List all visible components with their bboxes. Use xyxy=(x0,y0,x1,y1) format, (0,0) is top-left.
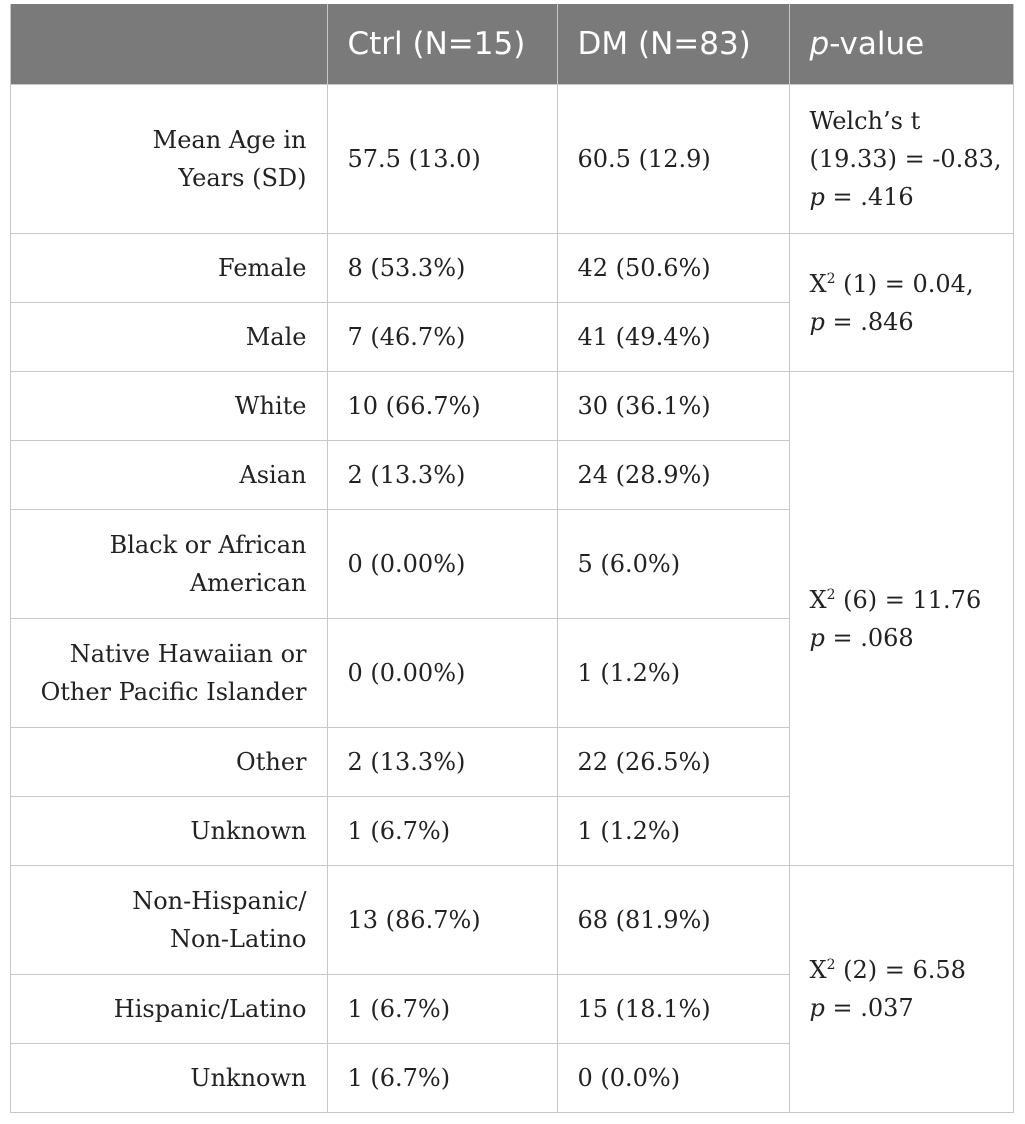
p-age-line1: Welch’s t xyxy=(809,107,921,135)
header-dm: DM (N=83) xyxy=(557,4,789,85)
row-label: Asian xyxy=(10,441,327,510)
header-p-value xyxy=(789,4,1014,85)
dm-cell: 1 (1.2%) xyxy=(557,619,789,728)
row-label xyxy=(10,85,327,234)
table-row xyxy=(10,372,1014,441)
row-label: White xyxy=(10,372,327,441)
p-age-line2: (19.33) = -0.83, xyxy=(809,145,1002,173)
row-label: Other xyxy=(10,728,327,797)
p-eth-stat: X xyxy=(809,956,827,984)
dm-cell: 1 (1.2%) xyxy=(557,797,789,866)
p-race-rest: = .068 xyxy=(824,623,914,652)
dm-cell: 0 (0.0%) xyxy=(557,1044,789,1113)
ctrl-cell: 8 (53.3%) xyxy=(327,234,557,303)
dm-cell: 68 (81.9%) xyxy=(557,866,789,975)
ctrl-cell: 7 (46.7%) xyxy=(327,303,557,372)
row-label: Male xyxy=(10,303,327,372)
row-label-text: Non-Hispanic/ Non-Latino xyxy=(132,887,307,953)
dm-cell: 42 (50.6%) xyxy=(557,234,789,303)
p-sex-after: (1) = 0.04, xyxy=(835,269,974,298)
table-row xyxy=(10,85,1014,234)
p-value-age xyxy=(789,85,1014,234)
ctrl-cell: 0 (0.00%) xyxy=(327,619,557,728)
ctrl-cell: 2 (13.3%) xyxy=(327,728,557,797)
p-race-sup: 2 xyxy=(826,586,836,603)
table-row xyxy=(10,234,1014,303)
row-label xyxy=(10,510,327,619)
row-label: Female xyxy=(10,234,327,303)
dm-cell: 60.5 (12.9) xyxy=(557,85,789,234)
ctrl-cell: 1 (6.7%) xyxy=(327,975,557,1044)
dm-cell: 5 (6.0%) xyxy=(557,510,789,619)
p-race-p: p xyxy=(809,623,825,652)
header-row xyxy=(10,4,1014,85)
table-row xyxy=(10,866,1014,975)
p-value-ethnicity xyxy=(789,866,1014,1113)
header-blank-cell xyxy=(10,4,327,85)
p-eth-p: p xyxy=(809,994,825,1022)
ctrl-cell: 10 (66.7%) xyxy=(327,372,557,441)
p-value-sex xyxy=(789,234,1014,372)
p-eth-rest: = .037 xyxy=(824,994,914,1022)
p-sex-rest: = .846 xyxy=(824,307,914,336)
dm-cell: 41 (49.4%) xyxy=(557,303,789,372)
ctrl-cell: 57.5 (13.0) xyxy=(327,85,557,234)
p-value-race xyxy=(789,372,1014,866)
dm-cell: 15 (18.1%) xyxy=(557,975,789,1044)
p-race-stat: X xyxy=(809,585,827,614)
p-eth-after: (2) = 6.58 xyxy=(835,956,966,984)
row-label: Unknown xyxy=(10,1044,327,1113)
p-age-p: p xyxy=(809,183,825,211)
row-label: Unknown xyxy=(10,797,327,866)
dm-cell: 24 (28.9%) xyxy=(557,441,789,510)
row-label-text: Black or African American xyxy=(109,531,307,597)
p-sex-sup: 2 xyxy=(826,270,836,287)
ctrl-cell: 2 (13.3%) xyxy=(327,441,557,510)
row-label-text: Mean Age in Years (SD) xyxy=(152,126,307,192)
p-age-rest: = .416 xyxy=(824,183,914,211)
ctrl-cell: 1 (6.7%) xyxy=(327,1044,557,1113)
ctrl-cell: 0 (0.00%) xyxy=(327,510,557,619)
demographics-table xyxy=(10,4,1014,1113)
row-label xyxy=(10,866,327,975)
p-sex-p: p xyxy=(809,307,825,336)
dm-cell: 30 (36.1%) xyxy=(557,372,789,441)
row-label xyxy=(10,619,327,728)
ctrl-cell: 1 (6.7%) xyxy=(327,797,557,866)
header-p-italic: p xyxy=(809,26,830,62)
header-p-rest: -value xyxy=(829,26,925,62)
row-label: Hispanic/Latino xyxy=(10,975,327,1044)
p-sex-stat: X xyxy=(809,269,827,298)
p-eth-sup: 2 xyxy=(826,957,836,973)
row-label-text: Native Hawaiian or Other Pacific Islander xyxy=(40,640,307,706)
dm-cell: 22 (26.5%) xyxy=(557,728,789,797)
p-race-after: (6) = 11.76 xyxy=(835,585,982,614)
header-ctrl: Ctrl (N=15) xyxy=(327,4,557,85)
ctrl-cell: 13 (86.7%) xyxy=(327,866,557,975)
